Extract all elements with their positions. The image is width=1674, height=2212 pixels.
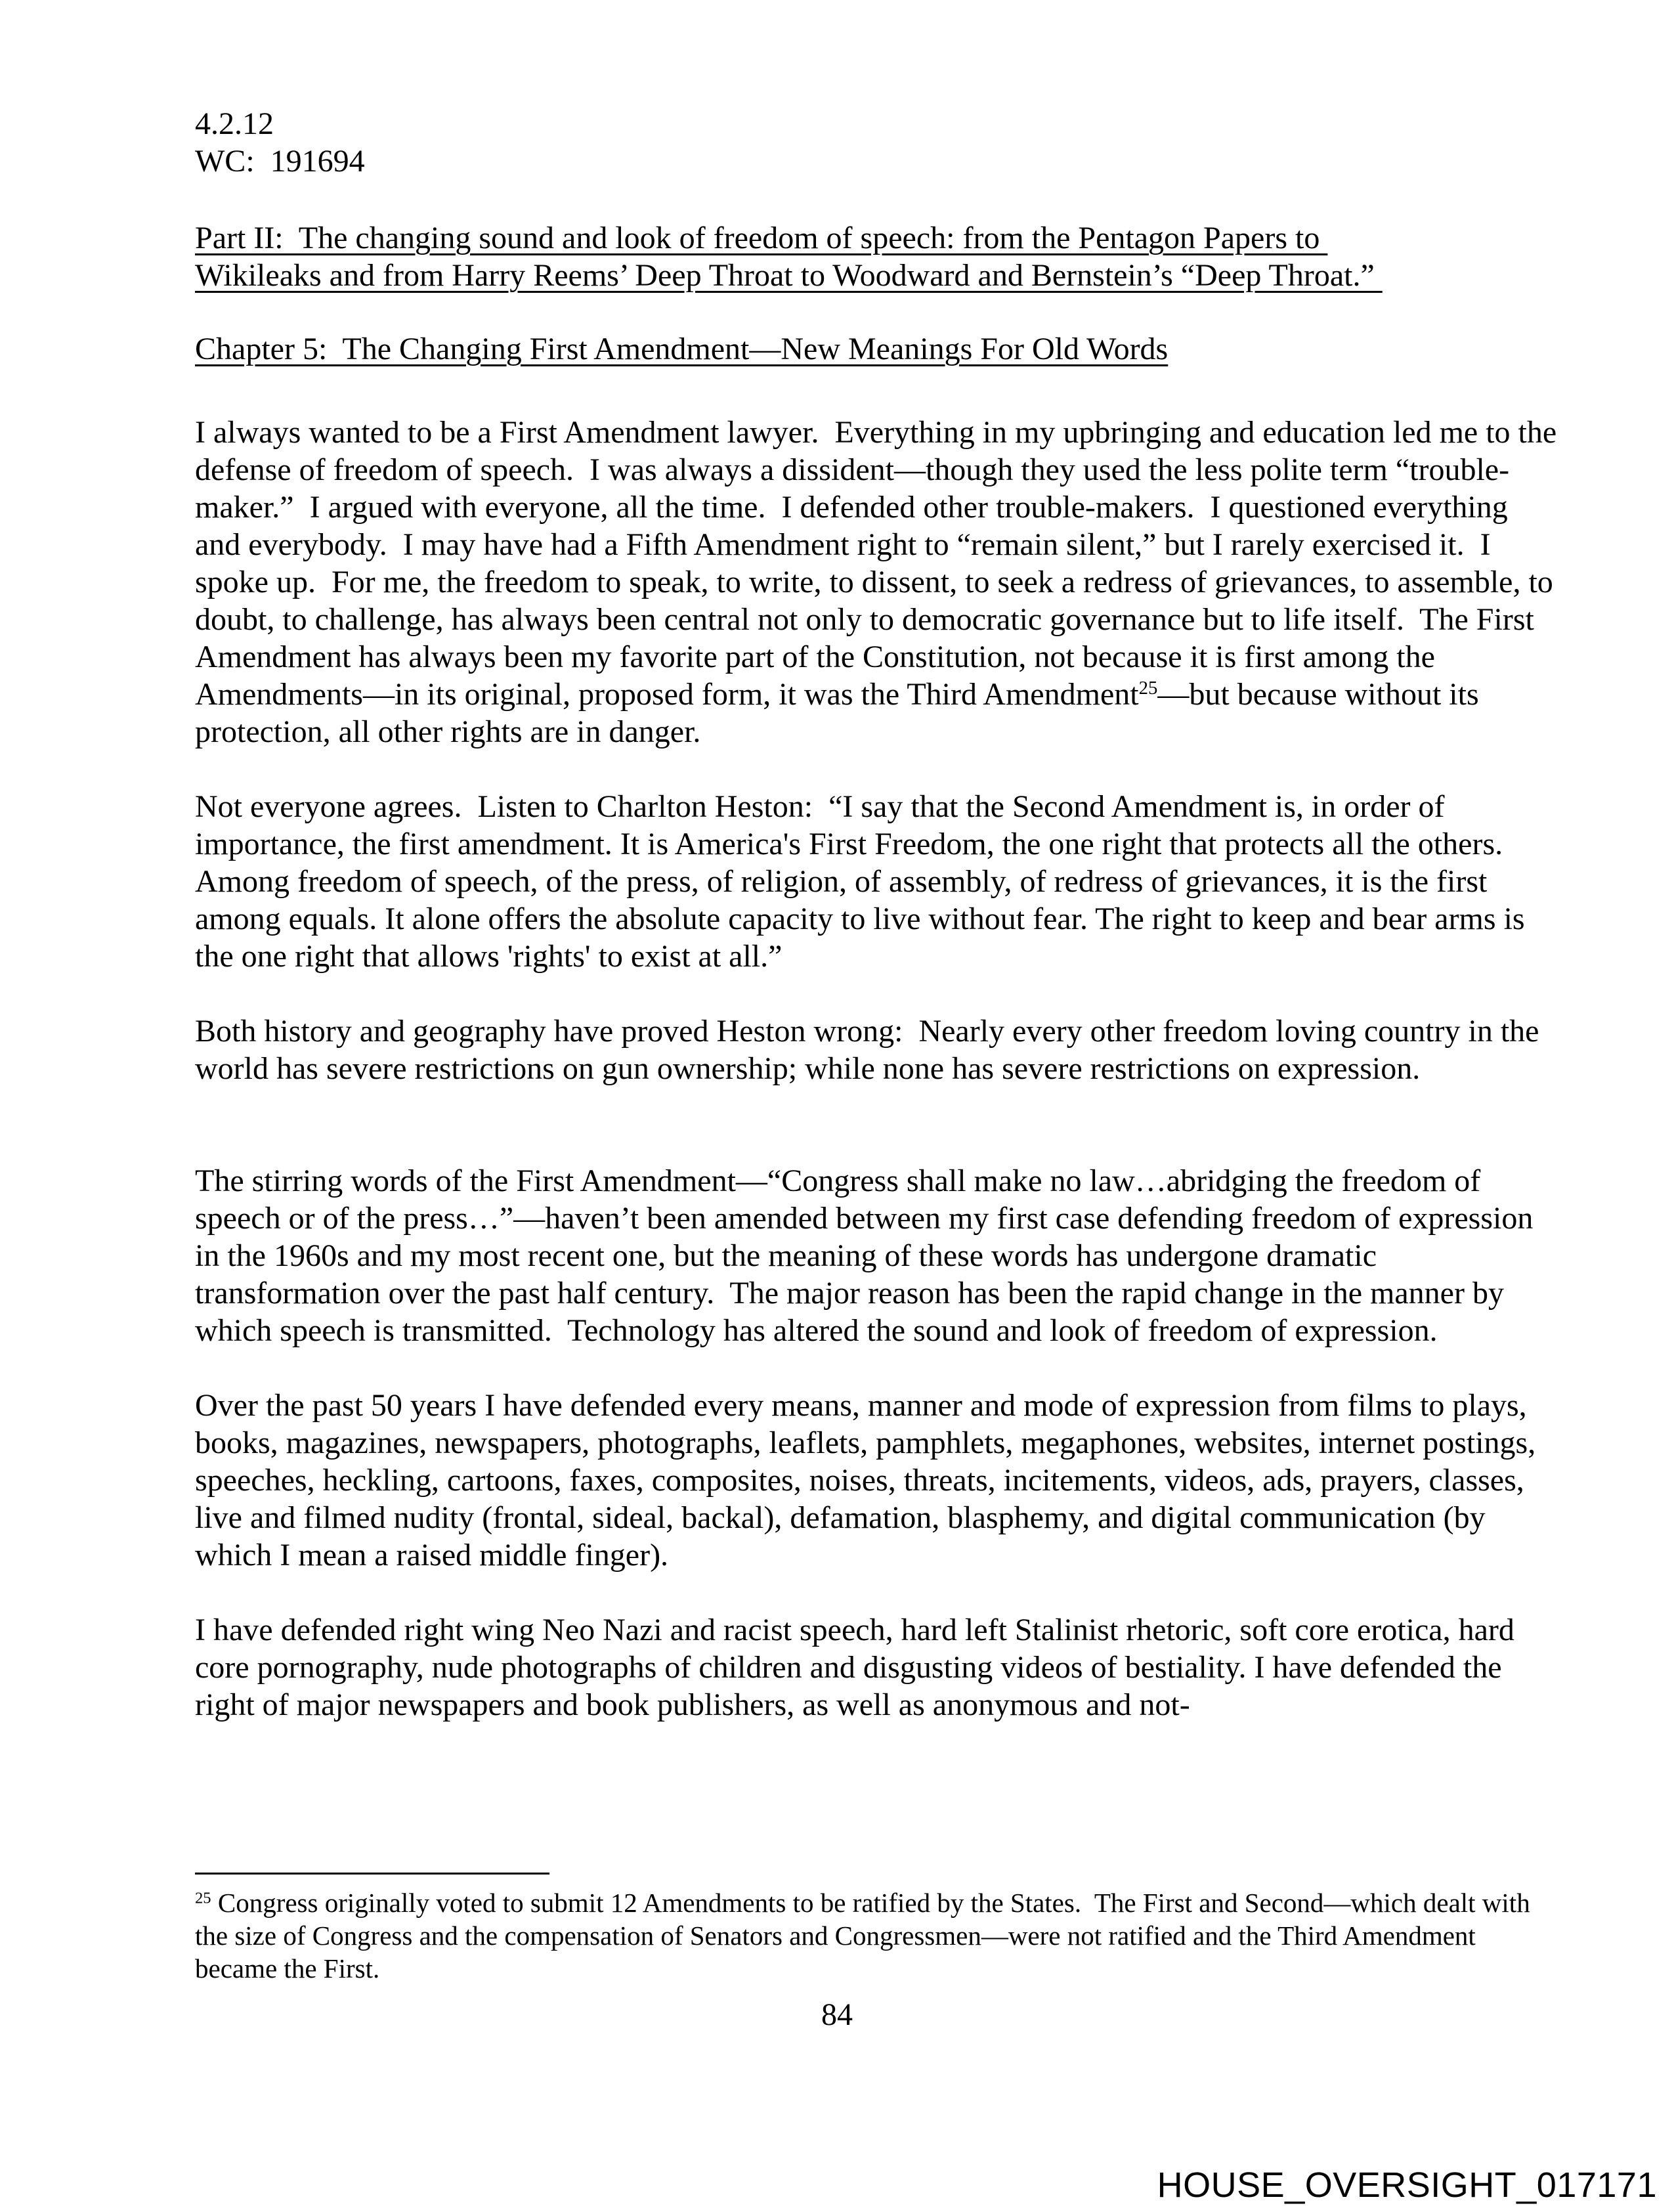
footnote-section: [195, 1873, 1557, 1985]
footnote-divider: [195, 1873, 549, 1875]
paragraph-5: Over the past 50 years I have defended every means, manner and mode of expression from films to plays, books, magazines, newspapers, photographs, leaflets, pamphlets, megaphones, websites, internet postings, speeches, heckling, cartoons, faxes, composites, noises, threats, incitements, videos, ads, prayers, classes, live and filmed nudity (frontal, sideal, backal), defamation, blasphemy, and digital communication (by which I mean a raised middle finger).: [195, 1388, 1544, 1572]
text-column: [195, 105, 1565, 1724]
paragraph-6: I have defended right wing Neo Nazi and racist speech, hard left Stalinist rhetoric, soft core erotica, hard core pornography, nude photographs of children and disgusting videos of bestiality. I have defended the right of major newspapers and book publishers, as well as anonymous and not-: [195, 1613, 1522, 1722]
paragraph-4: The stirring words of the First Amendment—“Congress shall make no law…abridging the freedom of speech or of the press…”—haven’t been amended between my first case defending freedom of expression in the 1960s and my most recent one, but the meaning of these words has undergone dramatic transformation over the past half century. The major reason has been the rapid change in the manner by which speech is transmitted. Technology has altered the sound and look of freedom of expression.: [195, 1163, 1541, 1348]
chapter-title: [195, 330, 1557, 368]
footnote-marker: 25: [195, 1889, 211, 1907]
chapter-title-line: Chapter 5: The Changing First Amendment—New Meanings For Old Words: [195, 332, 1169, 366]
paragraph-2: Not everyone agrees. Listen to Charlton Heston: “I say that the Second Amendment is, in order of importance, the first amendment. It is America's First Freedom, the one right that protects all the others. Among freedom of speech, of the press, of religion, of assembly, of redress of grievances, it is the first among equals. It alone offers the absolute capacity to live without fear. The right to keep and bear arms is the one right that allows 'rights' to exist at all.”: [195, 789, 1533, 974]
part-title-line-1: Part II: The changing sound and look of freedom of speech: from the Pentagon Papers to: [195, 221, 1328, 255]
part-title: [195, 219, 1557, 294]
page-number: 84: [821, 1997, 853, 2032]
part-title-line-2: Wikileaks and from Harry Reems’ Deep Throat to Woodward and Bernstein’s “Deep Throat.”: [195, 258, 1383, 293]
paragraph-1-text-after-note: —but because without its protection, all other rights are in danger.: [195, 677, 1487, 749]
paragraph-1-text: I always wanted to be a First Amendment lawyer. Everything in my upbringing and education led me to the defense of freedom of speech. I was always a dissident—though they used the less polite term “trouble-maker.” I argued with everyone, all the time. I defended other trouble-makers. I questioned everything and everybody. I may have had a Fifth Amendment right to “remain silent,” but I rarely exercised it. I spoke up. For me, the freedom to speak, to write, to dissent, to seek a redress of grievances, to assemble, to doubt, to challenge, has always been central not only to democratic governance but to life itself. The First Amendment has always been my favorite part of the Constitution, not because it is first among the Amendments—in its original, proposed form, it was the Third Amendment: [195, 415, 1565, 712]
footnote-25: [195, 1886, 1557, 1985]
paragraph-3: Both history and geography have proved Heston wrong: Nearly every other freedom loving country in the world has severe restrictions on gun ownership; while none has severe restrictions on expression.: [195, 1014, 1547, 1086]
footnote-text: Congress originally voted to submit 12 Amendments to be ratified by the States. The First and Second—which dealt with the size of Congress and the compensation of Senators and Congressmen—were not ratified and the Third Amendment became the First.: [195, 1888, 1537, 1984]
document-header: [195, 105, 1557, 180]
paragraph-1: [195, 414, 1565, 750]
header-date: 4.2.12: [195, 106, 274, 141]
bates-stamp: HOUSE_OVERSIGHT_017171: [1157, 2165, 1657, 2205]
footnote-reference-25: 25: [1138, 678, 1158, 699]
header-word-count: WC: 191694: [195, 144, 365, 179]
